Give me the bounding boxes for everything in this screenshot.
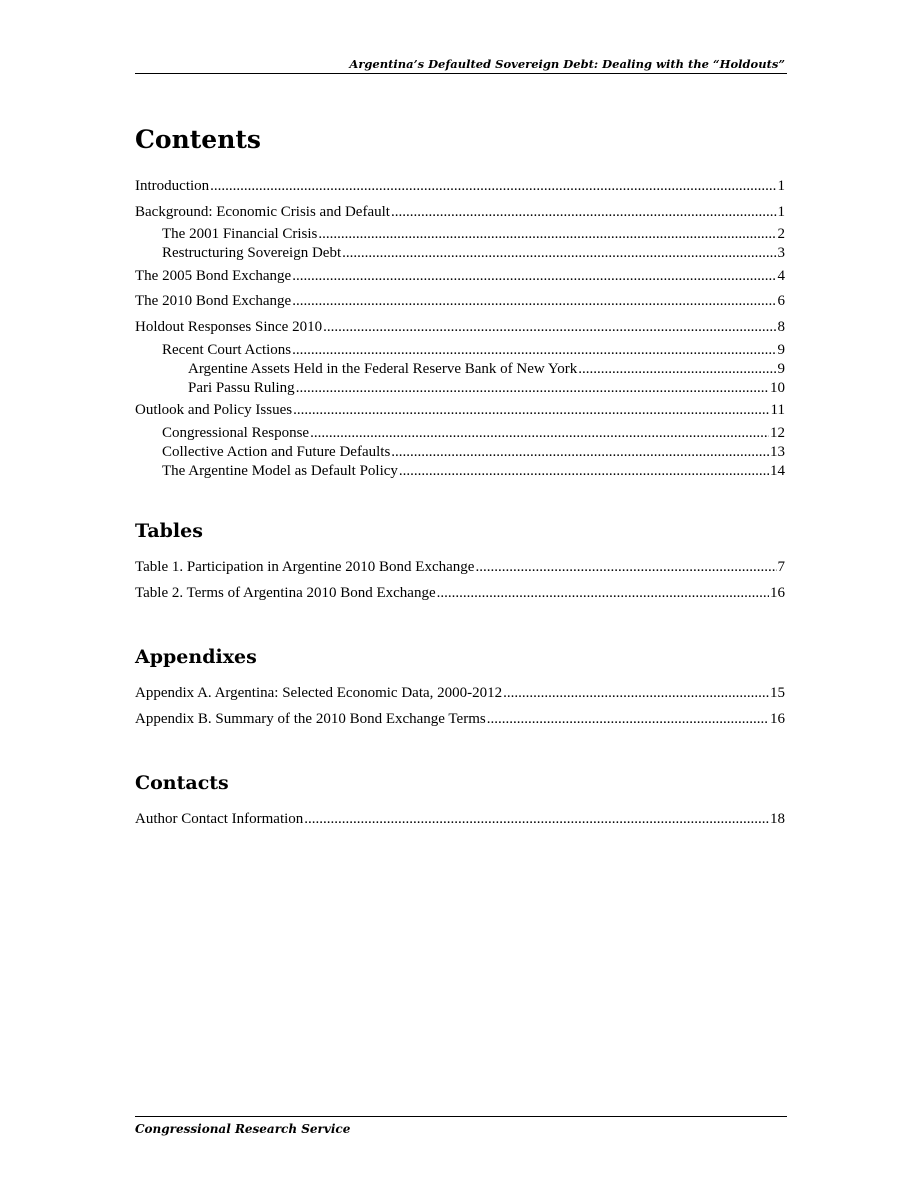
toc-leader-dots <box>296 379 769 397</box>
toc-entry-page: 1 <box>777 204 785 220</box>
toc-subsubentry[interactable] <box>188 360 785 378</box>
toc-entry-page: 11 <box>770 402 785 418</box>
toc-entry-page: 16 <box>770 711 785 727</box>
toc-entry-label: Congressional Response <box>162 425 310 441</box>
toc-leader-dots <box>578 360 776 378</box>
toc-entry-label: Background: Economic Crisis and Default <box>135 204 390 220</box>
toc-entry-label: The 2010 Bond Exchange <box>135 293 292 309</box>
toc-entry-page: 8 <box>777 319 785 335</box>
running-header-title: Argentina’s Defaulted Sovereign Debt: Dealing with the “Holdouts” <box>349 57 785 71</box>
toc-entry-label: Recent Court Actions <box>162 342 292 358</box>
toc-table-entry[interactable] <box>135 558 785 576</box>
toc-entry-label: Argentine Assets Held in the Federal Reserve Bank of New York <box>188 361 578 377</box>
toc-leader-dots <box>210 177 776 195</box>
toc-leader-dots <box>487 710 769 728</box>
toc-leader-dots <box>399 462 769 480</box>
toc-entry-label: Appendix B. Summary of the 2010 Bond Exchange Terms <box>135 711 486 727</box>
toc-entry-page: 9 <box>777 361 785 377</box>
toc-leader-dots <box>310 424 769 442</box>
appendixes-heading: Appendixes <box>135 646 257 668</box>
toc-leader-dots <box>292 292 776 310</box>
toc-subentry[interactable] <box>162 424 785 442</box>
toc-entry-page: 2 <box>777 226 785 242</box>
toc-entry-page: 3 <box>777 245 785 261</box>
toc-entry-label: Introduction <box>135 178 210 194</box>
toc-entry[interactable] <box>135 267 785 285</box>
toc-entry-label: Outlook and Policy Issues <box>135 402 293 418</box>
toc-appendix-entry[interactable] <box>135 710 785 728</box>
toc-leader-dots <box>292 341 776 359</box>
contents-heading: Contents <box>135 125 262 154</box>
toc-subentry[interactable] <box>162 341 785 359</box>
toc-subentry[interactable] <box>162 443 785 461</box>
footer-publisher: Congressional Research Service <box>135 1122 351 1136</box>
toc-entry-page: 4 <box>777 268 785 284</box>
toc-entry-page: 6 <box>777 293 785 309</box>
toc-entry-page: 1 <box>777 178 785 194</box>
toc-subentry[interactable] <box>162 225 785 243</box>
toc-entry[interactable] <box>135 401 785 419</box>
toc-contact-entry[interactable] <box>135 810 785 828</box>
toc-leader-dots <box>503 684 769 702</box>
toc-entry-label: The 2005 Bond Exchange <box>135 268 292 284</box>
toc-entry-page: 14 <box>770 463 785 479</box>
toc-entry-page: 13 <box>770 444 785 460</box>
toc-entry-label: Appendix A. Argentina: Selected Economic Data, 2000-2012 <box>135 685 503 701</box>
toc-entry-label: Holdout Responses Since 2010 <box>135 319 323 335</box>
toc-entry-label: Collective Action and Future Defaults <box>162 444 391 460</box>
toc-leader-dots <box>391 203 777 221</box>
toc-entry-label: The 2001 Financial Crisis <box>162 226 318 242</box>
toc-subentry[interactable] <box>162 244 785 262</box>
toc-entry-page: 16 <box>770 585 785 601</box>
toc-entry-page: 15 <box>770 685 785 701</box>
toc-entry-label: Table 2. Terms of Argentina 2010 Bond Exchange <box>135 585 436 601</box>
toc-subentry[interactable] <box>162 462 785 480</box>
toc-leader-dots <box>437 584 769 602</box>
toc-entry[interactable] <box>135 177 785 195</box>
toc-appendix-entry[interactable] <box>135 684 785 702</box>
toc-leader-dots <box>292 267 776 285</box>
toc-entry-page: 18 <box>770 811 785 827</box>
toc-leader-dots <box>293 401 769 419</box>
toc-entry-label: Restructuring Sovereign Debt <box>162 245 342 261</box>
toc-entry-page: 10 <box>770 380 785 396</box>
page-footer <box>135 1116 787 1136</box>
toc-subsubentry[interactable] <box>188 379 785 397</box>
toc-leader-dots <box>342 244 776 262</box>
toc-entry[interactable] <box>135 318 785 336</box>
toc-entry-label: Author Contact Information <box>135 811 304 827</box>
toc-leader-dots <box>318 225 776 243</box>
toc-leader-dots <box>323 318 776 336</box>
toc-entry[interactable] <box>135 203 785 221</box>
toc-entry-label: Pari Passu Ruling <box>188 380 295 396</box>
running-header <box>135 55 787 74</box>
toc-entry-page: 7 <box>777 559 785 575</box>
toc-entry[interactable] <box>135 292 785 310</box>
toc-leader-dots <box>304 810 769 828</box>
toc-table-entry[interactable] <box>135 584 785 602</box>
toc-entry-label: Table 1. Participation in Argentine 2010 Bond Exchange <box>135 559 475 575</box>
contacts-heading: Contacts <box>135 772 229 794</box>
toc-leader-dots <box>391 443 769 461</box>
tables-heading: Tables <box>135 520 203 542</box>
toc-entry-page: 12 <box>770 425 785 441</box>
toc-leader-dots <box>475 558 776 576</box>
toc-entry-label: The Argentine Model as Default Policy <box>162 463 398 479</box>
toc-entry-page: 9 <box>777 342 785 358</box>
